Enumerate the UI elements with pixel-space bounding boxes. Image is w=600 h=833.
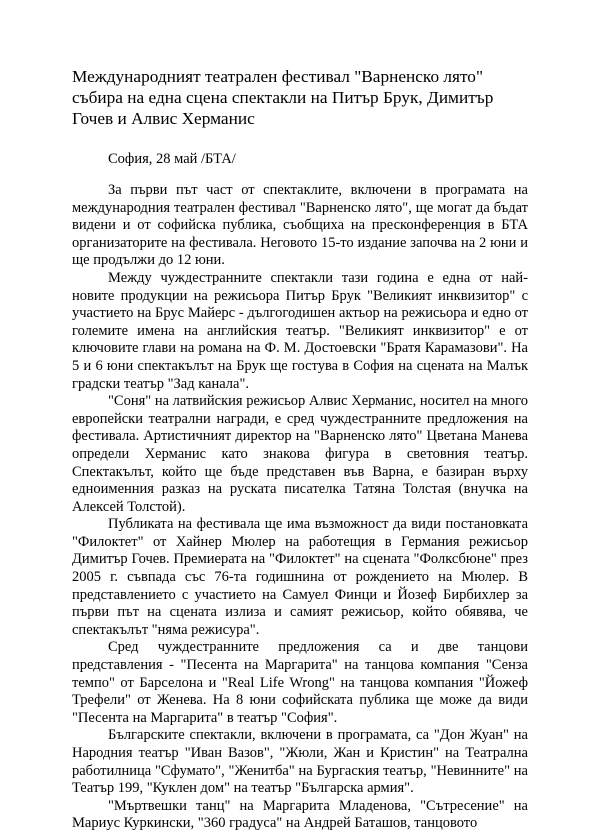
article-title: Международният театрален фестивал "Варненско лято" събира на една сцена спектакли на Питър Брук, Димитър Гочев и Алвис Херманис bbox=[72, 67, 494, 128]
paragraph: За първи път част от спектаклите, включени в програмата на международния театрален фестивал "Варненско лято", ще могат да бъдат видени и от софийска публика, съобщиха на пресконференция в БТА организаторите на фестивала. Неговото 15-то издание започва на 2 юни и ще продължи до 12 юни. bbox=[72, 182, 528, 269]
paragraph: Българските спектакли, включени в програмата, са "Дон Жуан" на Народния театър "Иван Вазов", "Жюли, Жан и Кристин" на Театрална работилница "Сфумато", "Женитба" на Бургаския театър, "Невинните" на Театър 199, "Куклен дом" на театър "Българска армия". bbox=[72, 727, 528, 797]
paragraph: "Мъртвешки танц" на Маргарита Младенова, "Сътресение" на Мариус Куркински, "360 градуса" на Андрей Баташов, танцовото bbox=[72, 797, 528, 832]
paragraph: Публиката на фестивала ще има възможност да види постановката "Филоктет" от Хайнер Мюлер на работещия в Германия режисьор Димитър Гочев. Премиерата на "Филоктет" на сцената "Фолксбюне" през 2005 г. съвпада със 76-та годишнина от рождението на Мюлер. В представлението с участието на Самуел Финци и Йозеф Бирбихлер за първи път на сцената излиза и самият режисьор, който обявява, че спектакълът "няма режисура". bbox=[72, 516, 528, 638]
paragraph: "Соня" на латвийския режисьор Алвис Херманис, носител на много европейски театрални награди, е сред чуждестранните предложения на фестивала. Артистичният директор на "Варненско лято" Цветана Манева определи Херманис като знакова фигура в световния театър. Спектакълът, който ще бъде представен във Варна, е базиран върху едноименния разказ на руската писателка Татяна Толстая (внучка на Алексей Толстой). bbox=[72, 393, 528, 515]
paragraph: Сред чуждестранните предложения са и две танцови представления - "Песента на Маргарита" на танцова компания "Сенза темпо" от Барселона и "Real Life Wrong" на танцова компания "Йожеф Трефели" от Женева. На 8 юни софийската публика ще може да види "Песента на Маргарита" в театър "София". bbox=[72, 639, 528, 726]
article-body bbox=[72, 182, 528, 833]
paragraph: Между чуждестранните спектакли тази година е една от най-новите продукции на режисьора Питър Брук "Великият инквизитор" с участието на Брус Майерс - дългогодишен актьор на режисьора и едно от големите имена на английския театър. "Великият инквизитор" е от ключовите глави на романа на Ф. М. Достоевски "Братя Карамазови". На 5 и 6 юни спектакълът на Брук ще гостува в София на сцената на Малък градски театър "Зад канала". bbox=[72, 269, 528, 392]
dateline: София, 28 май /БТА/ bbox=[108, 151, 236, 167]
